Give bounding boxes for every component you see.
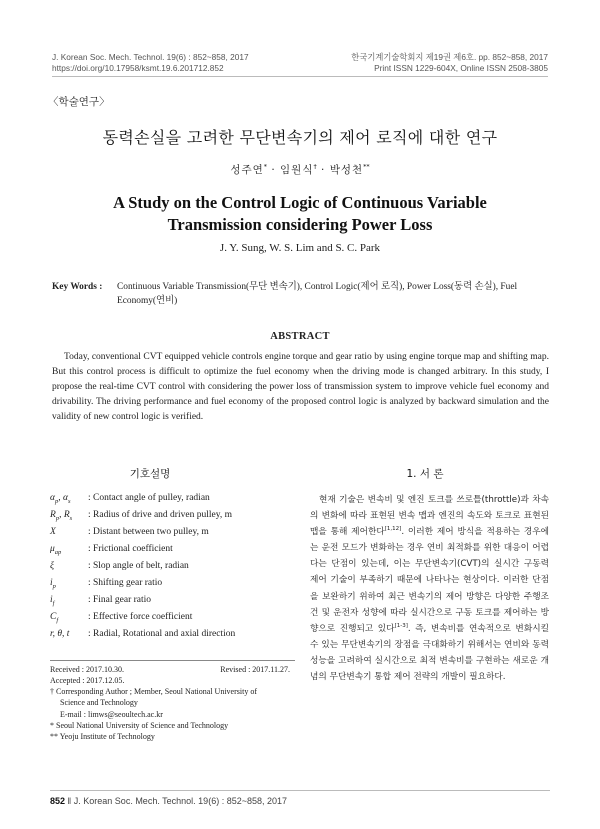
english-title: [0, 192, 600, 236]
citation-ref: [1,12]: [384, 526, 402, 533]
corresponding-author: † Corresponding Author ; Member, Seoul National University of: [50, 687, 257, 696]
nomenclature-definition: : Radial, Rotational and axial direction: [88, 629, 236, 639]
keywords-label: Key Words :: [52, 282, 103, 292]
nomenclature-symbol: $\alpha_p$, $\alpha_s$: [50, 493, 71, 505]
english-authors: J. Y. Sung, W. S. Lim and S. C. Park: [219, 242, 381, 254]
page-number: 852: [50, 796, 66, 806]
nomenclature-definition: : Effective force coefficient: [88, 612, 193, 622]
accepted-date: Accepted : 2017.12.05.: [50, 676, 125, 685]
affiliation-1: * Seoul National University of Science and Technology: [50, 721, 229, 730]
header-korean-citation: 한국기계기술학회지 제19권 제6호. pp. 852~858, 2017: [351, 52, 548, 62]
affiliation-2: ** Yeoju Institute of Technology: [50, 732, 155, 741]
nomenclature-symbol: $C_f$: [50, 612, 59, 624]
korean-authors: [0, 162, 600, 177]
nomenclature-definition: : Frictional coefficient: [88, 544, 173, 554]
footnote-divider: [50, 660, 295, 661]
nomenclature-symbol: r, θ, t: [50, 629, 70, 639]
header-journal-citation: J. Korean Soc. Mech. Technol. 19(6) : 852~858, 2017: [52, 52, 249, 62]
nomenclature-symbol: $R_p$, $R_s$: [50, 510, 73, 522]
author-separator: ·: [316, 164, 330, 176]
nomenclature-definition: : Shifting gear ratio: [88, 578, 163, 588]
nomenclature-definition: : Final gear ratio: [88, 595, 152, 605]
header-divider: [52, 76, 548, 77]
page-footer: [50, 796, 287, 806]
nomenclature-symbol: X: [50, 527, 56, 537]
header-issn: Print ISSN 1229-604X, Online ISSN 2508-3805: [374, 63, 548, 73]
nomenclature-symbol: $i_f$: [50, 595, 55, 607]
nomenclature-symbol: ξ: [50, 561, 55, 571]
author-3: 박성천: [329, 164, 364, 176]
author-separator: ·: [267, 164, 281, 176]
abstract-heading: ABSTRACT: [270, 331, 330, 342]
author-1-mark: *: [263, 162, 268, 171]
author-1: 성주연: [230, 164, 264, 176]
revised-date: Revised : 2017.11.27.: [220, 665, 290, 674]
nomenclature-definition: : Distant between two pulley, m: [88, 527, 209, 537]
footer-divider-glyph: ‖: [67, 796, 72, 806]
english-title-line-2: Transmission considering Power Loss: [167, 215, 433, 234]
corresponding-author-continued: Science and Technology: [60, 698, 138, 707]
nomenclature-symbol: $i_p$: [50, 578, 56, 590]
nomenclature-definition: : Radius of drive and driven pulley, m: [88, 510, 232, 520]
author-2: 임원식: [280, 164, 314, 176]
keywords-text: Continuous Variable Transmission(무단 변속기), Control Logic(제어 로직), Power Loss(동력 손실), Fuel Economy(연비): [117, 282, 518, 306]
author-2-mark: †: [313, 162, 317, 171]
footer-divider: [50, 790, 550, 791]
nomenclature-symbol: $\mu_{ap}$: [50, 544, 62, 556]
header-doi: https://doi.org/10.17958/ksmt.19.6.201712.852: [52, 63, 224, 73]
nomenclature-definition: : Contact angle of pulley, radian: [88, 493, 210, 503]
received-date: Received : 2017.10.30.: [50, 665, 124, 674]
author-email: E-mail : limws@seoultech.ac.kr: [60, 710, 163, 719]
english-title-line-1: A Study on the Control Logic of Continuous Variable: [113, 193, 487, 212]
introduction-heading: 1. 서 론: [406, 468, 444, 480]
footer-citation: J. Korean Soc. Mech. Technol. 19(6) : 852~858, 2017: [73, 796, 288, 806]
introduction-text: 현재 기술은 변속비 및 엔진 토크를 쓰로틀(throttle)과 차속의 변화에 따라 표현된 변속 맵과 엔진의 속도와 토크로 표현된 맵을 통해 제어한다[1,12]. 이러한 제어 방식을 적용하는 경우에는 운전 모드가 변화하는 경우 연비 최적화를 위한 대응이 어렵다는 단점이 있는데, 이는 무단변속기(CVT)의 실시간 구동력 제어 기술이 부족하기 때문에 나타나는 현상이다. 이러한 단점을 보완하기 위하여 최근 변속기의 제어 방향은 다양한 주행조건 및 운전자 성향에 따라 실시간으로 구동 토크를 제어하는 방향으로 진행되고 있다[1-3]. 즉, 변속비를 연속적으로 변화시킬 수 있는 무단변속기의 장점을 극대화하기 위해서는 연비와 동력 성능을 고려하여 실시간으로 최적 변속비를 구현하는 새로운 개념의 무단변속기 통합 제어 전략의 개발이 필요하다.: [310, 495, 549, 683]
abstract-text: Today, conventional CVT equipped vehicle controls engine torque and gear ratio by using engine torque map and shifting map. But this control process is difficult to optimize the fuel economy when the driving mode is changed arbitrary. In this study, I propose the real-time CVT control with considering the power loss of transmission system to improve vehicle fuel economy and drivability. The driving performance and fuel economy of the proposed control logic is analyzed by backward simulation and the validity of new control logic is verified.: [52, 352, 549, 423]
korean-title: 동력손실을 고려한 무단변속기의 제어 로직에 대한 연구: [102, 128, 498, 147]
citation-ref: [1-3]: [394, 622, 408, 629]
nomenclature-definition: : Slop angle of belt, radian: [88, 561, 189, 571]
article-category: 〈학술연구〉: [48, 96, 110, 108]
author-3-mark: **: [363, 162, 370, 171]
nomenclature-heading: 기호설명: [129, 468, 171, 480]
